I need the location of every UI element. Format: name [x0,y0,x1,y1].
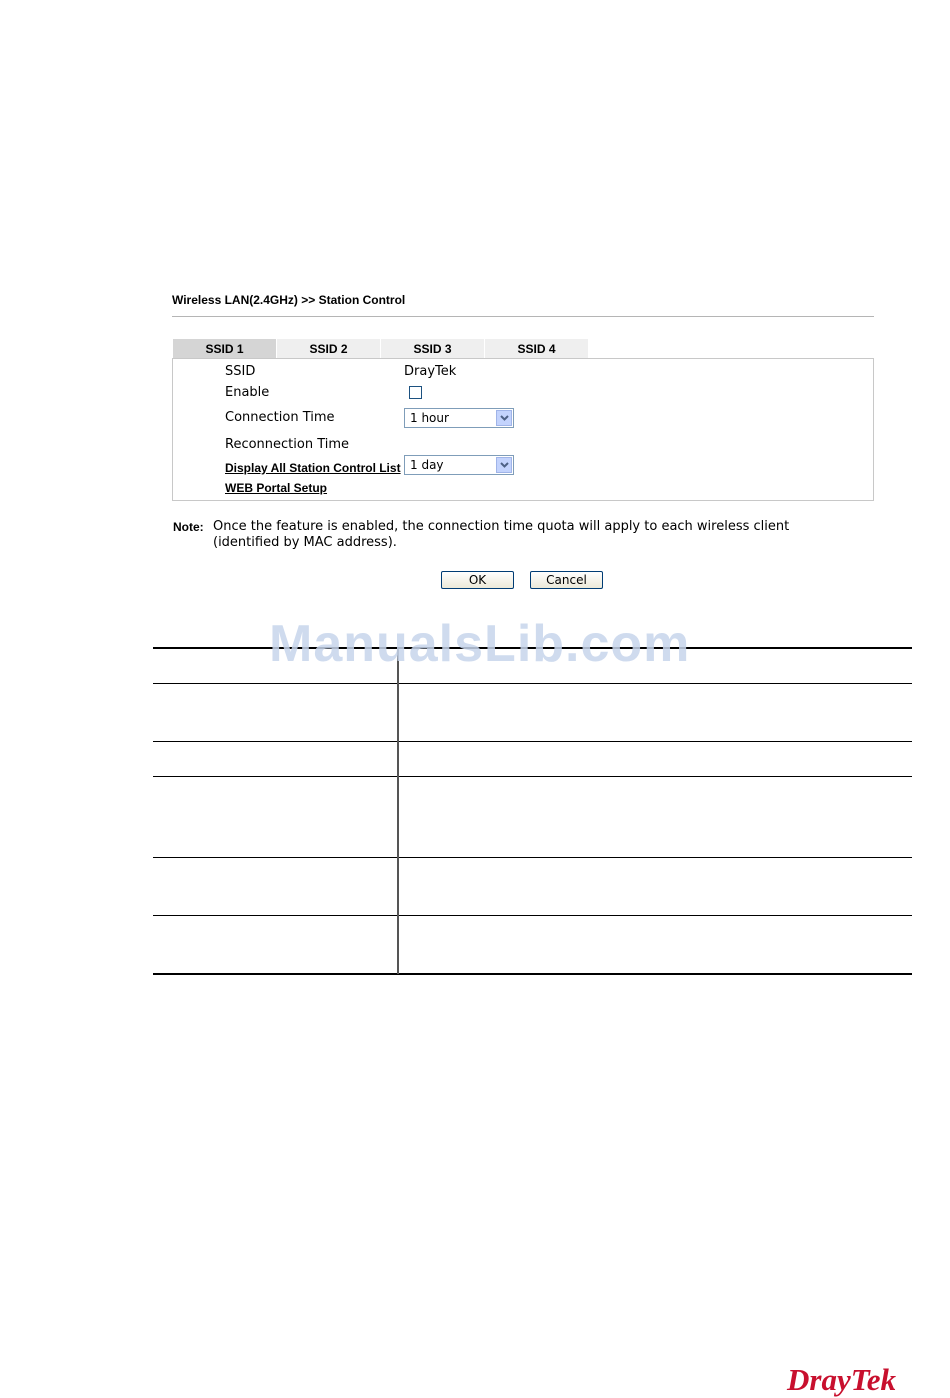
table-row-divider [153,741,912,742]
note-text: Once the feature is enabled, the connection time quota will apply to each wireless client (identified by MAC address). [213,519,790,550]
connection-time-label: Connection Time [225,410,335,425]
note-label: Note: [173,520,204,534]
reconnection-time-select[interactable] [404,455,514,475]
enable-label: Enable [225,385,270,400]
table-row-divider [153,915,912,916]
tab-ssid-2[interactable]: SSID 2 [277,339,381,358]
title-divider [172,316,874,317]
chevron-down-icon [496,457,512,473]
tab-ssid-3[interactable]: SSID 3 [381,339,485,358]
enable-checkbox[interactable] [409,386,422,399]
table-bottom-border [153,973,912,975]
draytek-logo: DrayTek [787,1362,897,1397]
connection-time-value: 1 hour [410,411,449,425]
tab-ssid-1[interactable]: SSID 1 [173,339,277,358]
ssid-tabs [173,339,589,358]
tab-ssid-4[interactable]: SSID 4 [485,339,589,358]
display-station-list-link[interactable]: Display All Station Control List [225,461,401,475]
ssid-value: DrayTek [404,364,457,379]
table-column-divider [397,649,399,974]
table-row-divider [153,776,912,777]
station-control-panel [172,358,874,501]
page-title: Wireless LAN(2.4GHz) >> Station Control [172,293,406,307]
ssid-label: SSID [225,364,256,379]
watermark: ManualsLib.com [269,615,691,673]
table-row-divider [153,857,912,858]
connection-time-select[interactable] [404,408,514,428]
cancel-button[interactable]: Cancel [530,571,603,589]
web-portal-setup-link[interactable]: WEB Portal Setup [225,481,328,495]
table-row-divider [153,683,912,684]
reconnection-time-label: Reconnection Time [225,437,350,452]
chevron-down-icon [496,410,512,426]
reconnection-time-value: 1 day [410,458,444,472]
ok-button[interactable]: OK [441,571,514,589]
